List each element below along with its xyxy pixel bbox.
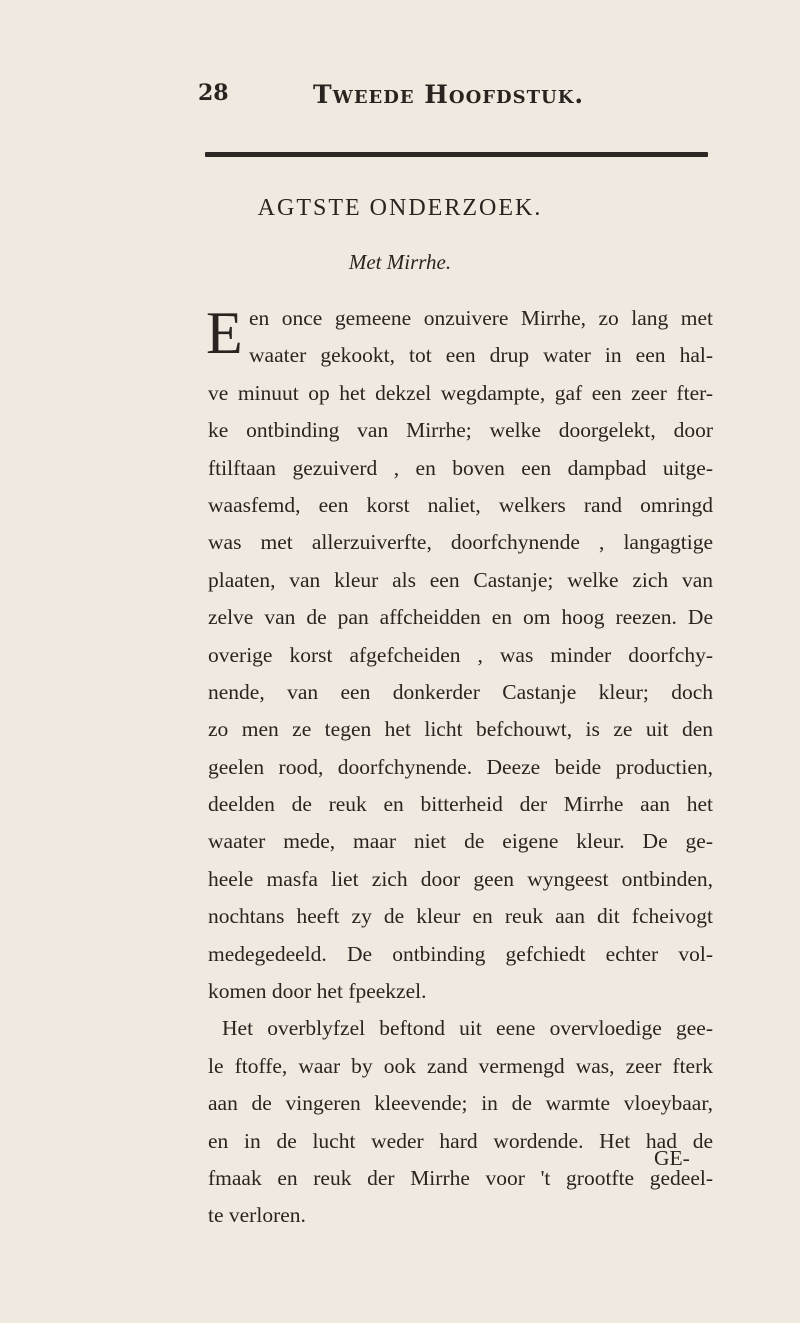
text-line: Het overblyfzel beftond uit eene overvloedige gee- [222, 1016, 713, 1041]
section-title: AGTSTE ONDERZOEK. [257, 195, 543, 221]
text-line: fmaak en reuk der Mirrhe voor 't grootfte gedeel- [208, 1165, 713, 1190]
text-line: ke ontbinding van Mirrhe; welke doorgelekt, door [208, 418, 713, 443]
body-text [208, 300, 713, 1235]
text-line: medegedeeld. De ontbinding gefchiedt echter vol- [208, 941, 713, 966]
text-line: was met allerzuiverfte, doorfchynende , langagtige [208, 530, 713, 555]
catchword: GE- [654, 1146, 690, 1170]
text-line: zo men ze tegen het licht befchouwt, is ze uit den [208, 717, 713, 742]
text-line: nochtans heeft zy de kleur en reuk aan dit fcheivogt [208, 904, 713, 929]
text-line: geelen rood, doorfchynende. Deeze beide productien, [208, 754, 713, 779]
header-rule [205, 152, 708, 157]
text-line: komen door het fpeekzel. [208, 979, 427, 1004]
text-line: te verloren. [208, 1203, 306, 1228]
text-line: zelve van de pan affcheidden en om hoog reezen. De [208, 605, 713, 630]
page-number: 28 [198, 80, 229, 106]
text-line: heele masfa liet zich door geen wyngeest ontbinden, [208, 866, 713, 891]
text-line: nende, van een donkerder Castanje kleur; doch [208, 679, 713, 704]
running-title: Tweede Hoofdstuk. [313, 80, 585, 109]
text-line: deelden de reuk en bitterheid der Mirrhe aan het [208, 792, 713, 817]
text-line: le ftoffe, waar by ook zand vermengd was, zeer fterk [208, 1053, 713, 1078]
text-line: waasfemd, een korst naliet, welkers rand omringd [208, 492, 713, 517]
text-line: ftilftaan gezuiverd , en boven een dampbad uitge- [208, 455, 713, 480]
text-line: waater gekookt, tot een drup water in een hal- [249, 343, 713, 368]
text-line: plaaten, van kleur als een Castanje; welke zich van [208, 567, 713, 592]
text-line: ve minuut op het dekzel wegdampte, gaf een zeer fter- [208, 380, 713, 405]
text-line: overige korst afgefcheiden , was minder doorfchy- [208, 642, 713, 667]
section-subtitle: Met Mirrhe. [348, 250, 452, 274]
drop-cap: E [206, 300, 243, 366]
text-line: aan de vingeren kleevende; in de warmte vloeybaar, [208, 1091, 713, 1116]
text-line: en in de lucht weder hard wordende. Het had de [208, 1128, 713, 1153]
text-line: en once gemeene onzuivere Mirrhe, zo lang met [249, 306, 713, 330]
text-line: waater mede, maar niet de eigene kleur. De ge- [208, 829, 713, 854]
running-head [198, 80, 718, 120]
